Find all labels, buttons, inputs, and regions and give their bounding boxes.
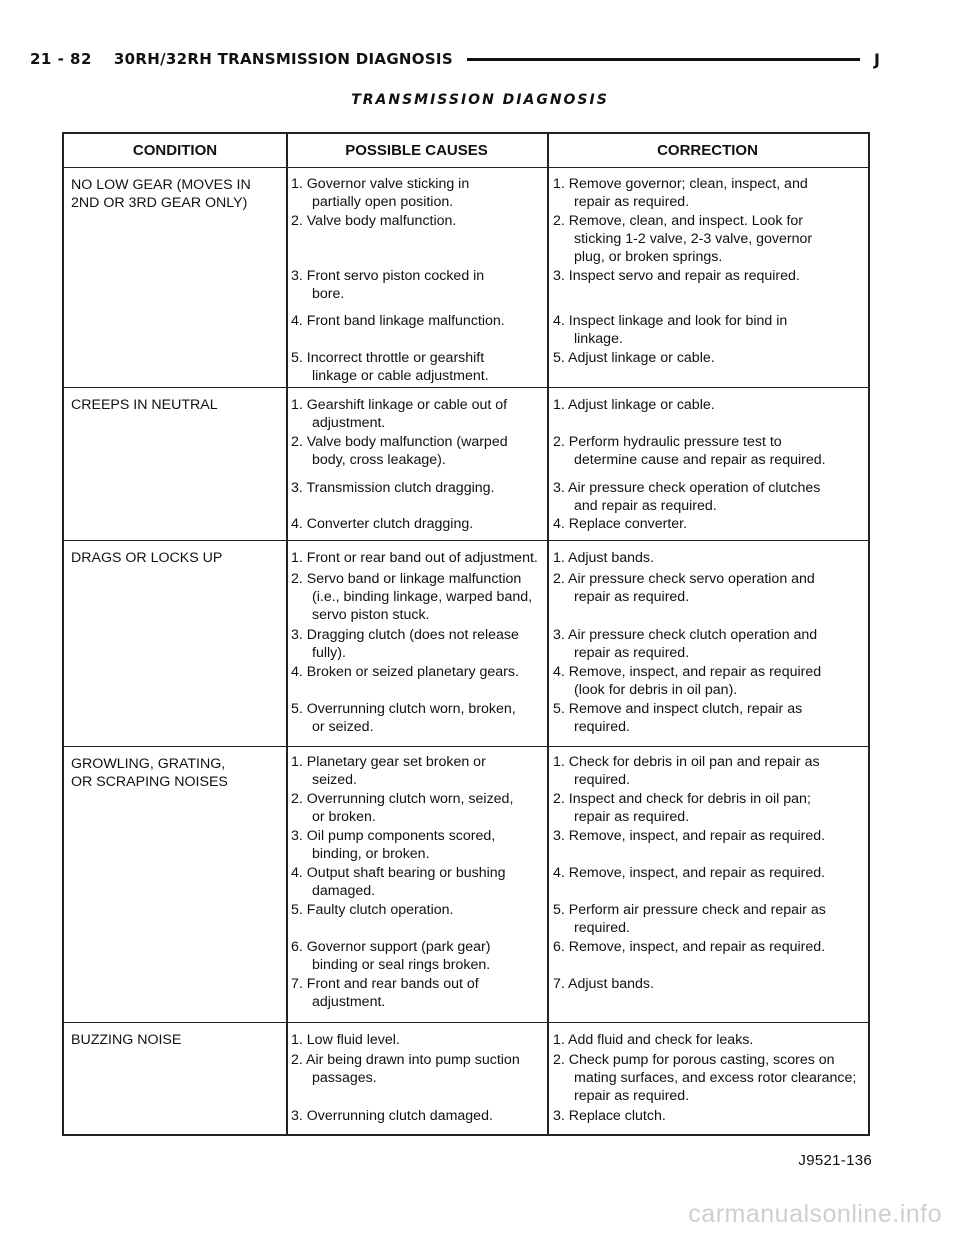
- column-header-correction: CORRECTION: [657, 142, 758, 159]
- correction-line: 4. Remove, inspect, and repair as required: [553, 664, 822, 680]
- cause-line: 2. Valve body malfunction (warped: [291, 434, 508, 450]
- correction: [553, 663, 865, 699]
- possible-cause: [291, 700, 543, 736]
- correction: [553, 267, 865, 285]
- correction-line: 1. Adjust bands.: [553, 550, 654, 566]
- possible-cause: [291, 790, 543, 826]
- correction: [553, 1107, 865, 1125]
- correction: [553, 396, 865, 414]
- cause-line: 1. Planetary gear set broken or: [291, 754, 486, 770]
- correction-line: repair as required.: [574, 194, 690, 210]
- correction: [553, 753, 865, 789]
- correction-line: required.: [574, 920, 630, 936]
- correction: [553, 349, 865, 367]
- correction: [553, 938, 865, 956]
- cause-line: 7. Front and rear bands out of: [291, 976, 479, 992]
- condition-line: 2ND OR 3RD GEAR ONLY): [71, 195, 248, 211]
- correction-line: plug, or broken springs.: [574, 249, 723, 265]
- cause-line: or broken.: [312, 809, 376, 825]
- correction-line: 2. Check pump for porous casting, scores on: [553, 1052, 835, 1068]
- possible-cause: [291, 1107, 543, 1125]
- cause-line: 3. Overrunning clutch damaged.: [291, 1108, 493, 1124]
- possible-cause: [291, 267, 543, 303]
- header-title: 30RH/32RH TRANSMISSION DIAGNOSIS: [113, 50, 453, 68]
- correction: [553, 515, 865, 533]
- correction-line: 5. Perform air pressure check and repair as: [553, 902, 826, 918]
- correction: [553, 1031, 865, 1049]
- correction-line: 5. Adjust linkage or cable.: [553, 350, 715, 366]
- possible-cause: [291, 479, 543, 497]
- possible-cause: [291, 1051, 543, 1087]
- possible-cause: [291, 901, 543, 919]
- cause-line: 4. Output shaft bearing or bushing: [291, 865, 506, 881]
- correction-line: repair as required.: [574, 809, 690, 825]
- possible-cause: [291, 570, 543, 624]
- cause-line: 3. Dragging clutch (does not release: [291, 627, 519, 643]
- possible-cause: [291, 549, 543, 567]
- cause-line: 2. Valve body malfunction.: [291, 213, 457, 229]
- watermark: carmanualsonline.info: [688, 1200, 942, 1228]
- correction-line: 3. Remove, inspect, and repair as required.: [553, 828, 826, 844]
- cause-line: 1. Front or rear band out of adjustment.: [291, 550, 538, 566]
- diagnosis-table: [62, 132, 870, 1136]
- cause-line: adjustment.: [312, 415, 386, 431]
- cause-line: fully).: [312, 645, 346, 661]
- condition-cell: [71, 176, 281, 212]
- condition-line: NO LOW GEAR (MOVES IN: [71, 177, 251, 193]
- correction-line: 1. Remove governor; clean, inspect, and: [553, 176, 808, 192]
- column-header-condition: CONDITION: [132, 142, 218, 159]
- correction: [553, 864, 865, 882]
- cause-line: servo piston stuck.: [312, 607, 430, 623]
- correction-line: 4. Inspect linkage and look for bind in: [553, 313, 788, 329]
- cause-line: partially open position.: [312, 194, 454, 210]
- table-row: [64, 540, 868, 747]
- table-row: [64, 1022, 868, 1134]
- section-title: TRANSMISSION DIAGNOSIS: [351, 92, 609, 108]
- correction-line: 6. Remove, inspect, and repair as required.: [553, 939, 826, 955]
- table-row: [64, 387, 868, 541]
- possible-cause: [291, 515, 543, 533]
- correction: [553, 212, 865, 266]
- cause-line: binding or seal rings broken.: [312, 957, 491, 973]
- cause-line: passages.: [312, 1070, 377, 1086]
- cause-line: seized.: [312, 772, 357, 788]
- correction-line: 5. Remove and inspect clutch, repair as: [553, 701, 803, 717]
- possible-cause: [291, 212, 543, 230]
- correction: [553, 1051, 865, 1105]
- correction: [553, 175, 865, 211]
- correction-line: required.: [574, 719, 630, 735]
- possible-cause: [291, 349, 543, 385]
- cause-line: or seized.: [312, 719, 374, 735]
- cause-line: 2. Air being drawn into pump suction: [291, 1052, 520, 1068]
- condition-cell: [71, 1031, 281, 1049]
- section-letter: J: [874, 49, 880, 69]
- cause-line: 3. Transmission clutch dragging.: [291, 480, 495, 496]
- condition-line: GROWLING, GRATING,: [71, 756, 226, 772]
- page-number: 21 - 82: [30, 50, 92, 68]
- correction-line: 2. Air pressure check servo operation and: [553, 571, 815, 587]
- cause-line: 5. Incorrect throttle or gearshift: [291, 350, 485, 366]
- possible-cause: [291, 175, 543, 211]
- cause-line: bore.: [312, 286, 345, 302]
- correction-line: 2. Remove, clean, and inspect. Look for: [553, 213, 803, 229]
- condition-line: OR SCRAPING NOISES: [71, 774, 228, 790]
- correction-line: 3. Air pressure check operation of clutches: [553, 480, 821, 496]
- correction-line: determine cause and repair as required.: [574, 452, 826, 468]
- possible-cause: [291, 312, 543, 330]
- cause-line: 6. Governor support (park gear): [291, 939, 491, 955]
- possible-cause: [291, 938, 543, 974]
- correction-line: mating surfaces, and excess rotor clearance;: [574, 1070, 857, 1086]
- cause-line: 5. Faulty clutch operation.: [291, 902, 454, 918]
- table-row: [64, 746, 868, 1023]
- possible-cause: [291, 396, 543, 432]
- correction-line: linkage.: [574, 331, 623, 347]
- cause-line: adjustment.: [312, 994, 386, 1010]
- correction-line: and repair as required.: [574, 498, 717, 514]
- possible-cause: [291, 827, 543, 863]
- cause-line: 1. Low fluid level.: [291, 1032, 400, 1048]
- correction-line: 2. Perform hydraulic pressure test to: [553, 434, 782, 450]
- cause-line: 4. Front band linkage malfunction.: [291, 313, 505, 329]
- correction-line: required.: [574, 772, 630, 788]
- condition-line: BUZZING NOISE: [71, 1032, 182, 1048]
- cause-line: 1. Governor valve sticking in: [291, 176, 470, 192]
- correction-line: 2. Inspect and check for debris in oil pan;: [553, 791, 811, 807]
- condition-cell: [71, 549, 281, 567]
- correction-line: repair as required.: [574, 645, 690, 661]
- correction: [553, 827, 865, 845]
- correction-line: 3. Replace clutch.: [553, 1108, 666, 1124]
- correction-line: sticking 1-2 valve, 2-3 valve, governor: [574, 231, 813, 247]
- table-header: [64, 134, 868, 168]
- cause-line: body, cross leakage).: [312, 452, 446, 468]
- header-rule: [467, 58, 860, 61]
- correction-line: 3. Air pressure check clutch operation and: [553, 627, 818, 643]
- cause-line: 4. Broken or seized planetary gears.: [291, 664, 519, 680]
- possible-cause: [291, 433, 543, 469]
- cause-line: (i.e., binding linkage, warped band,: [312, 589, 533, 605]
- correction-line: repair as required.: [574, 1088, 690, 1104]
- cause-line: 3. Front servo piston cocked in: [291, 268, 485, 284]
- correction-line: repair as required.: [574, 589, 690, 605]
- correction: [553, 975, 865, 993]
- cause-line: linkage or cable adjustment.: [312, 368, 489, 384]
- cause-line: 1. Gearshift linkage or cable out of: [291, 397, 508, 413]
- condition-line: CREEPS IN NEUTRAL: [71, 397, 218, 413]
- table-row: [64, 167, 868, 388]
- condition-cell: [71, 755, 281, 791]
- cause-line: damaged.: [312, 883, 376, 899]
- condition-line: DRAGS OR LOCKS UP: [71, 550, 223, 566]
- cause-line: binding, or broken.: [312, 846, 430, 862]
- correction: [553, 901, 865, 937]
- correction-line: 3. Inspect servo and repair as required.: [553, 268, 800, 284]
- figure-id: J9521-136: [798, 1152, 872, 1169]
- cause-line: 2. Overrunning clutch worn, seized,: [291, 791, 514, 807]
- cause-line: 3. Oil pump components scored,: [291, 828, 496, 844]
- cause-line: 2. Servo band or linkage malfunction: [291, 571, 522, 587]
- correction: [553, 790, 865, 826]
- correction: [553, 433, 865, 469]
- correction: [553, 626, 865, 662]
- correction-line: 1. Adjust linkage or cable.: [553, 397, 715, 413]
- possible-cause: [291, 753, 543, 789]
- correction: [553, 479, 865, 515]
- possible-cause: [291, 626, 543, 662]
- column-header-causes: POSSIBLE CAUSES: [345, 142, 488, 159]
- cause-line: 4. Converter clutch dragging.: [291, 516, 474, 532]
- possible-cause: [291, 864, 543, 900]
- condition-cell: [71, 396, 281, 414]
- cause-line: 5. Overrunning clutch worn, broken,: [291, 701, 516, 717]
- correction-line: 7. Adjust bands.: [553, 976, 654, 992]
- correction: [553, 549, 865, 567]
- correction-line: (look for debris in oil pan).: [574, 682, 738, 698]
- possible-cause: [291, 1031, 543, 1049]
- correction-line: 4. Remove, inspect, and repair as required.: [553, 865, 826, 881]
- correction-line: 4. Replace converter.: [553, 516, 688, 532]
- correction-line: 1. Check for debris in oil pan and repair as: [553, 754, 820, 770]
- page-header: [30, 44, 880, 74]
- correction: [553, 570, 865, 606]
- correction: [553, 312, 865, 348]
- correction-line: 1. Add fluid and check for leaks.: [553, 1032, 754, 1048]
- possible-cause: [291, 663, 543, 681]
- correction: [553, 700, 865, 736]
- possible-cause: [291, 975, 543, 1011]
